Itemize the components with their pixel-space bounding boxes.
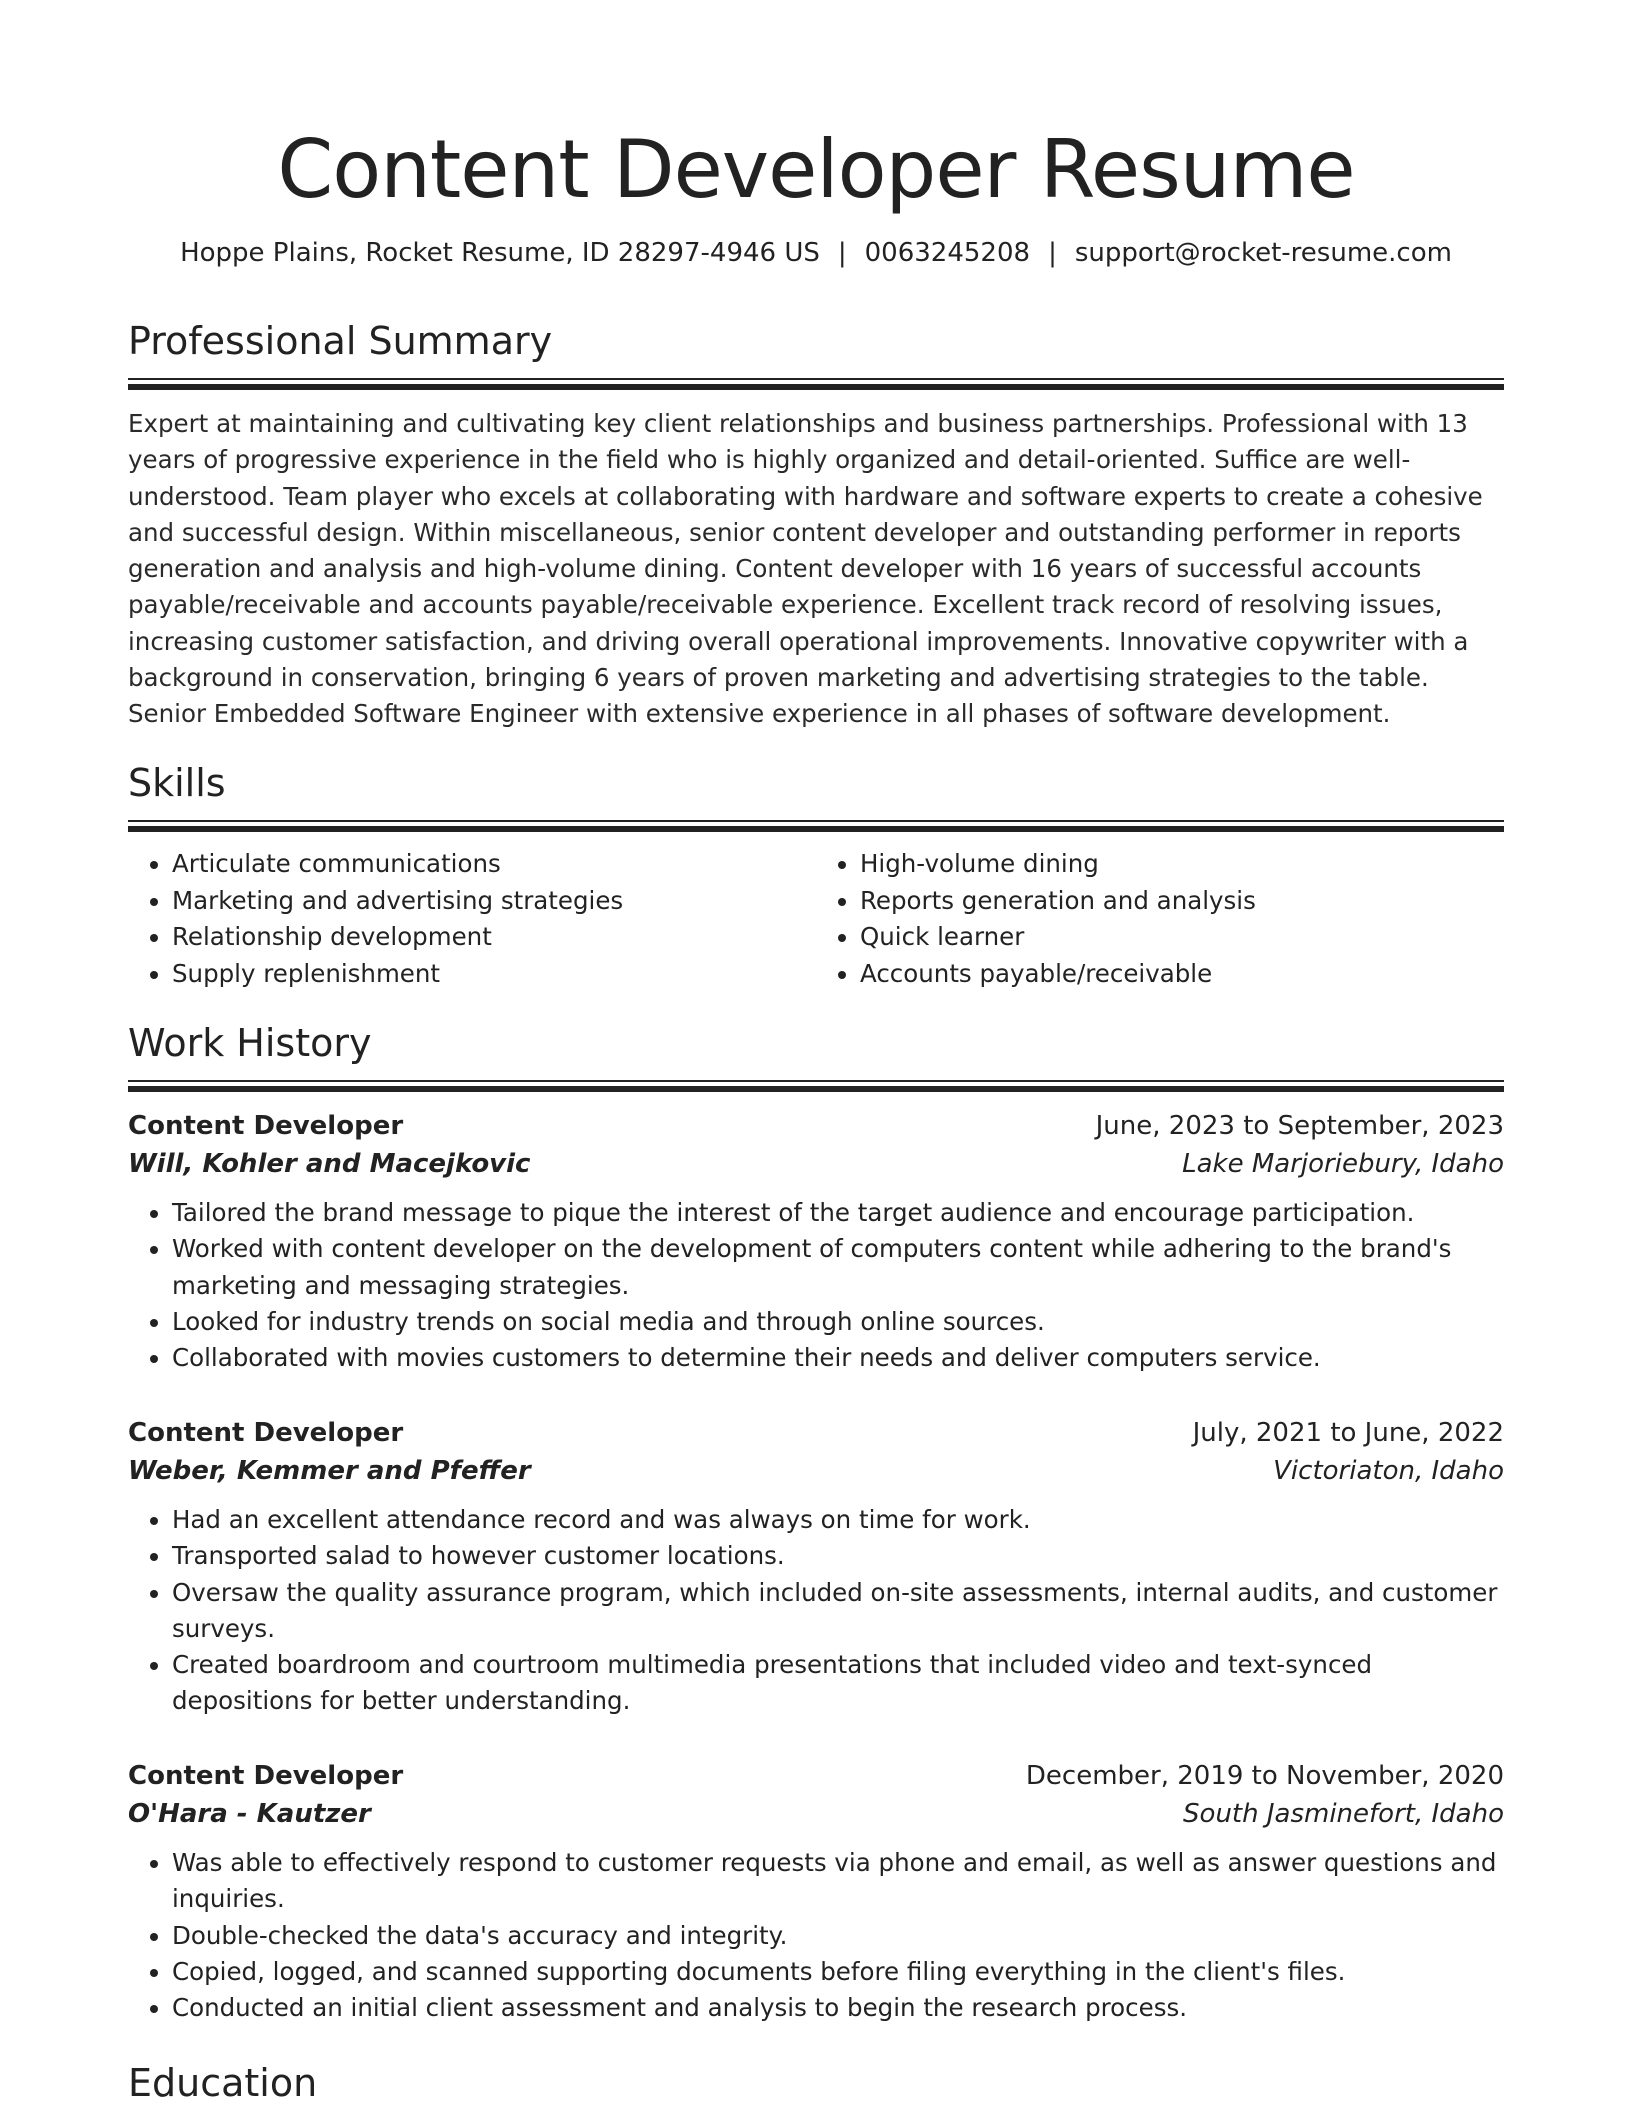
- job-bullet: • Collaborated with movies customers to determine their needs and deliver computers service.: [172, 1340, 1504, 1376]
- summary-text: Expert at maintaining and cultivating key client relationships and business partnerships. Professional with 13 years of progressive experience in the field who is highly organized and detail-oriented. Suffice are well-understood. Team player who excels at collaborating with hardware and software experts to create a cohesive and successful design. Within miscellaneous, senior content developer and outstanding performer in reports generation and analysis and high-volume dining. Content developer with 16 years of successful accounts payable/receivable and accounts payable/receivable experience. Excellent track record of resolving issues, increasing customer satisfaction, and driving overall operational improvements. Innovative copywriter with a background in conservation, bringing 6 years of proven marketing and advertising strategies to the table. Senior Embedded Software Engineer with extensive experience in all phases of software development.: [128, 409, 1483, 729]
- section-title-skills: Skills: [128, 761, 226, 805]
- summary-section: [128, 318, 1504, 733]
- job-employer: Will, Kohler and Macejkovic: [128, 1149, 531, 1179]
- contact-line: [128, 236, 1504, 270]
- skill-item: • Articulate communications: [172, 846, 816, 883]
- skill-item: • Accounts payable/receivable: [860, 956, 1504, 993]
- job-bullet: • Transported salad to however customer locations.: [172, 1538, 1504, 1574]
- job-bullets: [128, 1845, 1504, 2026]
- job-entry: [128, 1757, 1504, 2026]
- job-bullet: • Looked for industry trends on social media and through online sources.: [172, 1304, 1504, 1340]
- job-bullet: • Was able to effectively respond to customer requests via phone and email, as well as answer questions and inquiries.: [172, 1845, 1504, 1918]
- job-location: South Jasminefort, Idaho: [1183, 1799, 1504, 1829]
- skill-item: • High-volume dining: [860, 846, 1504, 883]
- section-divider: [128, 378, 1504, 390]
- section-title-summary: Professional Summary: [128, 319, 553, 363]
- skills-section: [128, 760, 1504, 992]
- job-employer: O'Hara - Kautzer: [128, 1799, 371, 1829]
- job-bullets: [128, 1502, 1504, 1720]
- job-title: Content Developer: [128, 1761, 404, 1791]
- skill-item: • Marketing and advertising strategies: [172, 883, 816, 920]
- job-bullet: • Oversaw the quality assurance program, which included on-site assessments, internal audits, and customer surveys.: [172, 1575, 1504, 1648]
- job-employer: Weber, Kemmer and Pfeffer: [128, 1456, 531, 1486]
- skill-item: • Supply replenishment: [172, 956, 816, 993]
- job-dates: June, 2023 to September, 2023: [1095, 1111, 1504, 1141]
- section-title-education: Education: [128, 2061, 318, 2105]
- contact-email[interactable]: support@rocket-resume.com: [1074, 238, 1452, 268]
- contact-separator: |: [1048, 238, 1057, 268]
- contact-phone: 0063245208: [864, 238, 1031, 268]
- skill-item: • Relationship development: [172, 919, 816, 956]
- skills-column-left: [128, 846, 816, 992]
- skills-list: [128, 846, 1504, 992]
- section-divider: [128, 1080, 1504, 1092]
- job-title: Content Developer: [128, 1111, 404, 1141]
- job-location: Lake Marjoriebury, Idaho: [1182, 1149, 1504, 1179]
- section-title-work: Work History: [128, 1021, 372, 1065]
- job-bullet: • Copied, logged, and scanned supporting documents before filing everything in the client's files.: [172, 1954, 1504, 1990]
- job-bullet: • Had an excellent attendance record and was always on time for work.: [172, 1502, 1504, 1538]
- resume-page: [128, 0, 1504, 2105]
- job-bullet: • Created boardroom and courtroom multimedia presentations that included video and text-synced depositions for better understanding.: [172, 1647, 1504, 1720]
- job-location: Victoriaton, Idaho: [1273, 1456, 1504, 1486]
- skills-column-right: [816, 846, 1504, 992]
- job-bullet: • Conducted an initial client assessment and analysis to begin the research process.: [172, 1990, 1504, 2026]
- work-section: [128, 1020, 1504, 1092]
- skill-item: • Quick learner: [860, 919, 1504, 956]
- job-title: Content Developer: [128, 1418, 404, 1448]
- contact-separator: |: [837, 238, 847, 268]
- job-bullet: • Worked with content developer on the development of computers content while adhering to the brand's marketing and messaging strategies.: [172, 1231, 1504, 1304]
- education-section: [128, 2060, 1504, 2106]
- job-bullet: • Tailored the brand message to pique the interest of the target audience and encourage participation.: [172, 1195, 1504, 1231]
- job-bullet: • Double-checked the data's accuracy and integrity.: [172, 1918, 1504, 1954]
- resume-title: Content Developer Resume: [277, 123, 1355, 216]
- section-divider: [128, 820, 1504, 832]
- skill-item: • Reports generation and analysis: [860, 883, 1504, 920]
- contact-address: Hoppe Plains, Rocket Resume, ID 28297-4946 US: [180, 238, 820, 268]
- job-dates: July, 2021 to June, 2022: [1192, 1418, 1504, 1448]
- job-bullets: [128, 1195, 1504, 1376]
- job-entry: [128, 1414, 1504, 1720]
- job-entry: [128, 1107, 1504, 1376]
- job-dates: December, 2019 to November, 2020: [1025, 1761, 1504, 1791]
